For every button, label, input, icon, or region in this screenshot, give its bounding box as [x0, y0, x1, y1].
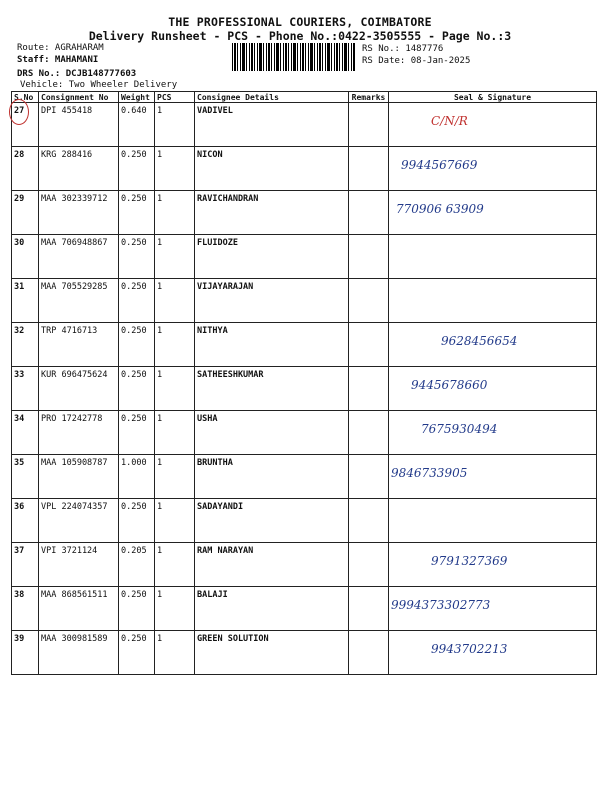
row-remarks-cell — [349, 631, 389, 675]
row-sno-cell — [12, 631, 39, 675]
row-remarks-cell — [349, 543, 389, 587]
row-remarks-cell — [349, 279, 389, 323]
row-pcs: 1 — [157, 590, 163, 600]
row-signature-cell — [389, 367, 597, 411]
row-weight: 0.250 — [121, 194, 147, 204]
row-pcs: 1 — [157, 546, 163, 556]
staff-label: Staff: MAHAMANI — [17, 55, 99, 65]
table-row — [12, 367, 597, 411]
row-sno-cell — [12, 191, 39, 235]
row-consignee-cell — [195, 411, 349, 455]
row-signature-cell — [389, 191, 597, 235]
row-signature-cell — [389, 235, 597, 279]
col-remarks: Remarks — [349, 92, 389, 103]
row-pcs: 1 — [157, 282, 163, 292]
row-weight: 1.000 — [121, 458, 147, 468]
row-remarks-cell — [349, 191, 389, 235]
row-weight: 0.250 — [121, 370, 147, 380]
table-row — [12, 543, 597, 587]
row-consignment-no: DPI 455418 — [41, 106, 93, 116]
row-weight: 0.250 — [121, 282, 147, 292]
table-row — [12, 411, 597, 455]
rs-date: RS Date: 08-Jan-2025 — [362, 56, 471, 66]
row-consignee: VIJAYARAJAN — [197, 282, 254, 292]
row-signature-cell — [389, 147, 597, 191]
row-consignee: SATHEESHKUMAR — [197, 370, 264, 380]
row-consignment-no: TRP 4716713 — [41, 326, 98, 336]
row-remarks-cell — [349, 103, 389, 147]
row-signature-cell — [389, 455, 597, 499]
vehicle-label: Vehicle: Two Wheeler Delivery — [20, 80, 178, 90]
row-consignment-no-cell — [39, 499, 119, 543]
row-consignment-no: PRO 17242778 — [41, 414, 103, 424]
handwritten-signature: 9944567669 — [401, 158, 478, 172]
row-signature-cell — [389, 631, 597, 675]
row-weight: 0.250 — [121, 326, 147, 336]
row-consignee: NICON — [197, 150, 223, 160]
row-remarks-cell — [349, 499, 389, 543]
row-sno: 32 — [14, 326, 25, 336]
row-signature-cell — [389, 587, 597, 631]
row-weight-cell — [119, 279, 155, 323]
row-consignee: RAM NARAYAN — [197, 546, 254, 556]
row-sno: 31 — [14, 282, 25, 292]
row-sno: 37 — [14, 546, 25, 556]
row-consignee-cell — [195, 235, 349, 279]
table-row — [12, 235, 597, 279]
row-consignee: SADAYANDI — [197, 502, 244, 512]
row-consignment-no-cell — [39, 543, 119, 587]
row-consignee: GREEN SOLUTION — [197, 634, 269, 644]
row-consignment-no-cell — [39, 191, 119, 235]
row-consignment-no-cell — [39, 631, 119, 675]
row-signature-cell — [389, 543, 597, 587]
row-signature-cell — [389, 499, 597, 543]
col-weight: Weight — [119, 92, 155, 103]
row-weight: 0.205 — [121, 546, 147, 556]
table-row — [12, 191, 597, 235]
row-weight-cell — [119, 411, 155, 455]
col-pcs: PCS — [155, 92, 195, 103]
row-weight-cell — [119, 147, 155, 191]
row-consignee-cell — [195, 279, 349, 323]
row-sno: 35 — [14, 458, 25, 468]
row-consignee: FLUIDOZE — [197, 238, 238, 248]
row-sno-cell — [12, 543, 39, 587]
row-signature-cell — [389, 411, 597, 455]
row-pcs-cell — [155, 279, 195, 323]
row-pcs-cell — [155, 147, 195, 191]
row-signature-cell — [389, 323, 597, 367]
table-header-row — [12, 92, 597, 103]
row-pcs-cell — [155, 455, 195, 499]
row-remarks-cell — [349, 455, 389, 499]
table-body — [12, 103, 597, 675]
row-weight-cell — [119, 499, 155, 543]
row-sno-cell — [12, 499, 39, 543]
runsheet-title: THE PROFESSIONAL COURIERS, COIMBATORE — [168, 15, 432, 29]
handwritten-signature: 9994373302773 — [391, 598, 491, 612]
row-weight-cell — [119, 455, 155, 499]
row-weight: 0.250 — [121, 238, 147, 248]
runsheet-subtitle: Delivery Runsheet - PCS - Phone No.:0422-3505555 - Page No.:3 — [88, 29, 512, 43]
row-sno: 39 — [14, 634, 25, 644]
row-consignee: RAVICHANDRAN — [197, 194, 259, 204]
row-weight-cell — [119, 191, 155, 235]
row-sno: 29 — [14, 194, 25, 204]
row-weight: 0.640 — [121, 106, 147, 116]
row-consignment-no-cell — [39, 147, 119, 191]
row-sno-cell — [12, 587, 39, 631]
row-pcs-cell — [155, 587, 195, 631]
row-signature-cell — [389, 279, 597, 323]
row-consignee-cell — [195, 103, 349, 147]
col-sno: S.No — [12, 92, 39, 103]
row-consignment-no: MAA 868561511 — [41, 590, 108, 600]
row-pcs: 1 — [157, 150, 163, 160]
row-pcs-cell — [155, 543, 195, 587]
row-consignment-no: KUR 696475624 — [41, 370, 108, 380]
row-consignee-cell — [195, 191, 349, 235]
row-weight-cell — [119, 323, 155, 367]
row-remarks-cell — [349, 235, 389, 279]
row-consignment-no-cell — [39, 411, 119, 455]
row-sno-cell — [12, 323, 39, 367]
row-sno-cell — [12, 367, 39, 411]
row-consignment-no-cell — [39, 103, 119, 147]
row-weight-cell — [119, 587, 155, 631]
row-pcs: 1 — [157, 458, 163, 468]
row-remarks-cell — [349, 367, 389, 411]
row-pcs-cell — [155, 367, 195, 411]
table-row — [12, 147, 597, 191]
row-consignment-no: MAA 705529285 — [41, 282, 108, 292]
row-consignee-cell — [195, 543, 349, 587]
row-consignment-no-cell — [39, 235, 119, 279]
row-remarks-cell — [349, 147, 389, 191]
row-sno-cell — [12, 455, 39, 499]
handwritten-signature: 770906 63909 — [396, 202, 484, 216]
row-weight-cell — [119, 631, 155, 675]
handwritten-signature: 9846733905 — [391, 466, 468, 480]
table-row — [12, 455, 597, 499]
table-row — [12, 631, 597, 675]
barcode-icon — [232, 43, 356, 71]
row-27-circle-mark — [9, 99, 29, 125]
row-consignee: VADIVEL — [197, 106, 233, 116]
row-consignment-no-cell — [39, 367, 119, 411]
row-consignment-no-cell — [39, 587, 119, 631]
row-consignment-no: MAA 706948867 — [41, 238, 108, 248]
col-seal: Seal & Signature — [389, 92, 597, 103]
row-weight-cell — [119, 235, 155, 279]
runsheet-table — [11, 91, 597, 675]
row-consignment-no: VPI 3721124 — [41, 546, 98, 556]
handwritten-signature: 7675930494 — [421, 422, 498, 436]
row-pcs-cell — [155, 631, 195, 675]
row-sno: 30 — [14, 238, 25, 248]
col-consignment: Consignment No — [39, 92, 119, 103]
row-weight: 0.250 — [121, 634, 147, 644]
row-pcs-cell — [155, 323, 195, 367]
handwritten-signature: C/N/R — [431, 114, 468, 128]
row-consignment-no: MAA 302339712 — [41, 194, 108, 204]
row-sno: 33 — [14, 370, 25, 380]
row-sno: 38 — [14, 590, 25, 600]
row-consignee-cell — [195, 147, 349, 191]
row-weight-cell — [119, 367, 155, 411]
row-consignee-cell — [195, 631, 349, 675]
row-consignment-no: MAA 105908787 — [41, 458, 108, 468]
row-consignment-no-cell — [39, 279, 119, 323]
row-pcs: 1 — [157, 502, 163, 512]
row-consignee-cell — [195, 455, 349, 499]
row-weight: 0.250 — [121, 590, 147, 600]
row-consignment-no: MAA 300981589 — [41, 634, 108, 644]
row-sno: 28 — [14, 150, 25, 160]
table-row — [12, 323, 597, 367]
row-pcs: 1 — [157, 106, 163, 116]
row-sno: 36 — [14, 502, 25, 512]
rs-number: RS No.: 1487776 — [362, 44, 444, 54]
handwritten-signature: 9791327369 — [431, 554, 508, 568]
drs-number: DRS No.: DCJB148777603 — [17, 69, 137, 79]
handwritten-signature: 9445678660 — [411, 378, 488, 392]
row-pcs: 1 — [157, 414, 163, 424]
row-consignment-no: VPL 224074357 — [41, 502, 108, 512]
handwritten-signature: 9628456654 — [441, 334, 518, 348]
row-pcs-cell — [155, 411, 195, 455]
row-consignment-no-cell — [39, 323, 119, 367]
row-sno: 27 — [14, 106, 25, 116]
row-signature-cell — [389, 103, 597, 147]
row-pcs: 1 — [157, 370, 163, 380]
row-consignee-cell — [195, 323, 349, 367]
row-pcs: 1 — [157, 194, 163, 204]
row-pcs-cell — [155, 499, 195, 543]
handwritten-signature: 9943702213 — [431, 642, 508, 656]
table-row — [12, 499, 597, 543]
col-consignee: Consignee Details — [195, 92, 349, 103]
row-consignment-no: KRG 288416 — [41, 150, 93, 160]
row-remarks-cell — [349, 411, 389, 455]
row-pcs: 1 — [157, 238, 163, 248]
row-consignee-cell — [195, 367, 349, 411]
row-sno-cell — [12, 411, 39, 455]
row-pcs-cell — [155, 235, 195, 279]
row-weight: 0.250 — [121, 502, 147, 512]
row-sno: 34 — [14, 414, 25, 424]
row-consignee: BRUNTHA — [197, 458, 233, 468]
row-remarks-cell — [349, 323, 389, 367]
row-pcs-cell — [155, 103, 195, 147]
row-remarks-cell — [349, 587, 389, 631]
table-row — [12, 103, 597, 147]
row-weight: 0.250 — [121, 150, 147, 160]
row-consignee: NITHYA — [197, 326, 228, 336]
table-row — [12, 587, 597, 631]
row-weight-cell — [119, 543, 155, 587]
table-row — [12, 279, 597, 323]
row-sno-cell — [12, 147, 39, 191]
row-pcs: 1 — [157, 634, 163, 644]
row-pcs: 1 — [157, 326, 163, 336]
row-sno-cell — [12, 279, 39, 323]
row-consignee: BALAJI — [197, 590, 228, 600]
row-consignee-cell — [195, 587, 349, 631]
row-consignment-no-cell — [39, 455, 119, 499]
row-weight-cell — [119, 103, 155, 147]
row-consignee: USHA — [197, 414, 218, 424]
route-label: Route: AGRAHARAM — [17, 43, 104, 53]
row-weight: 0.250 — [121, 414, 147, 424]
row-sno-cell — [12, 235, 39, 279]
row-pcs-cell — [155, 191, 195, 235]
row-consignee-cell — [195, 499, 349, 543]
